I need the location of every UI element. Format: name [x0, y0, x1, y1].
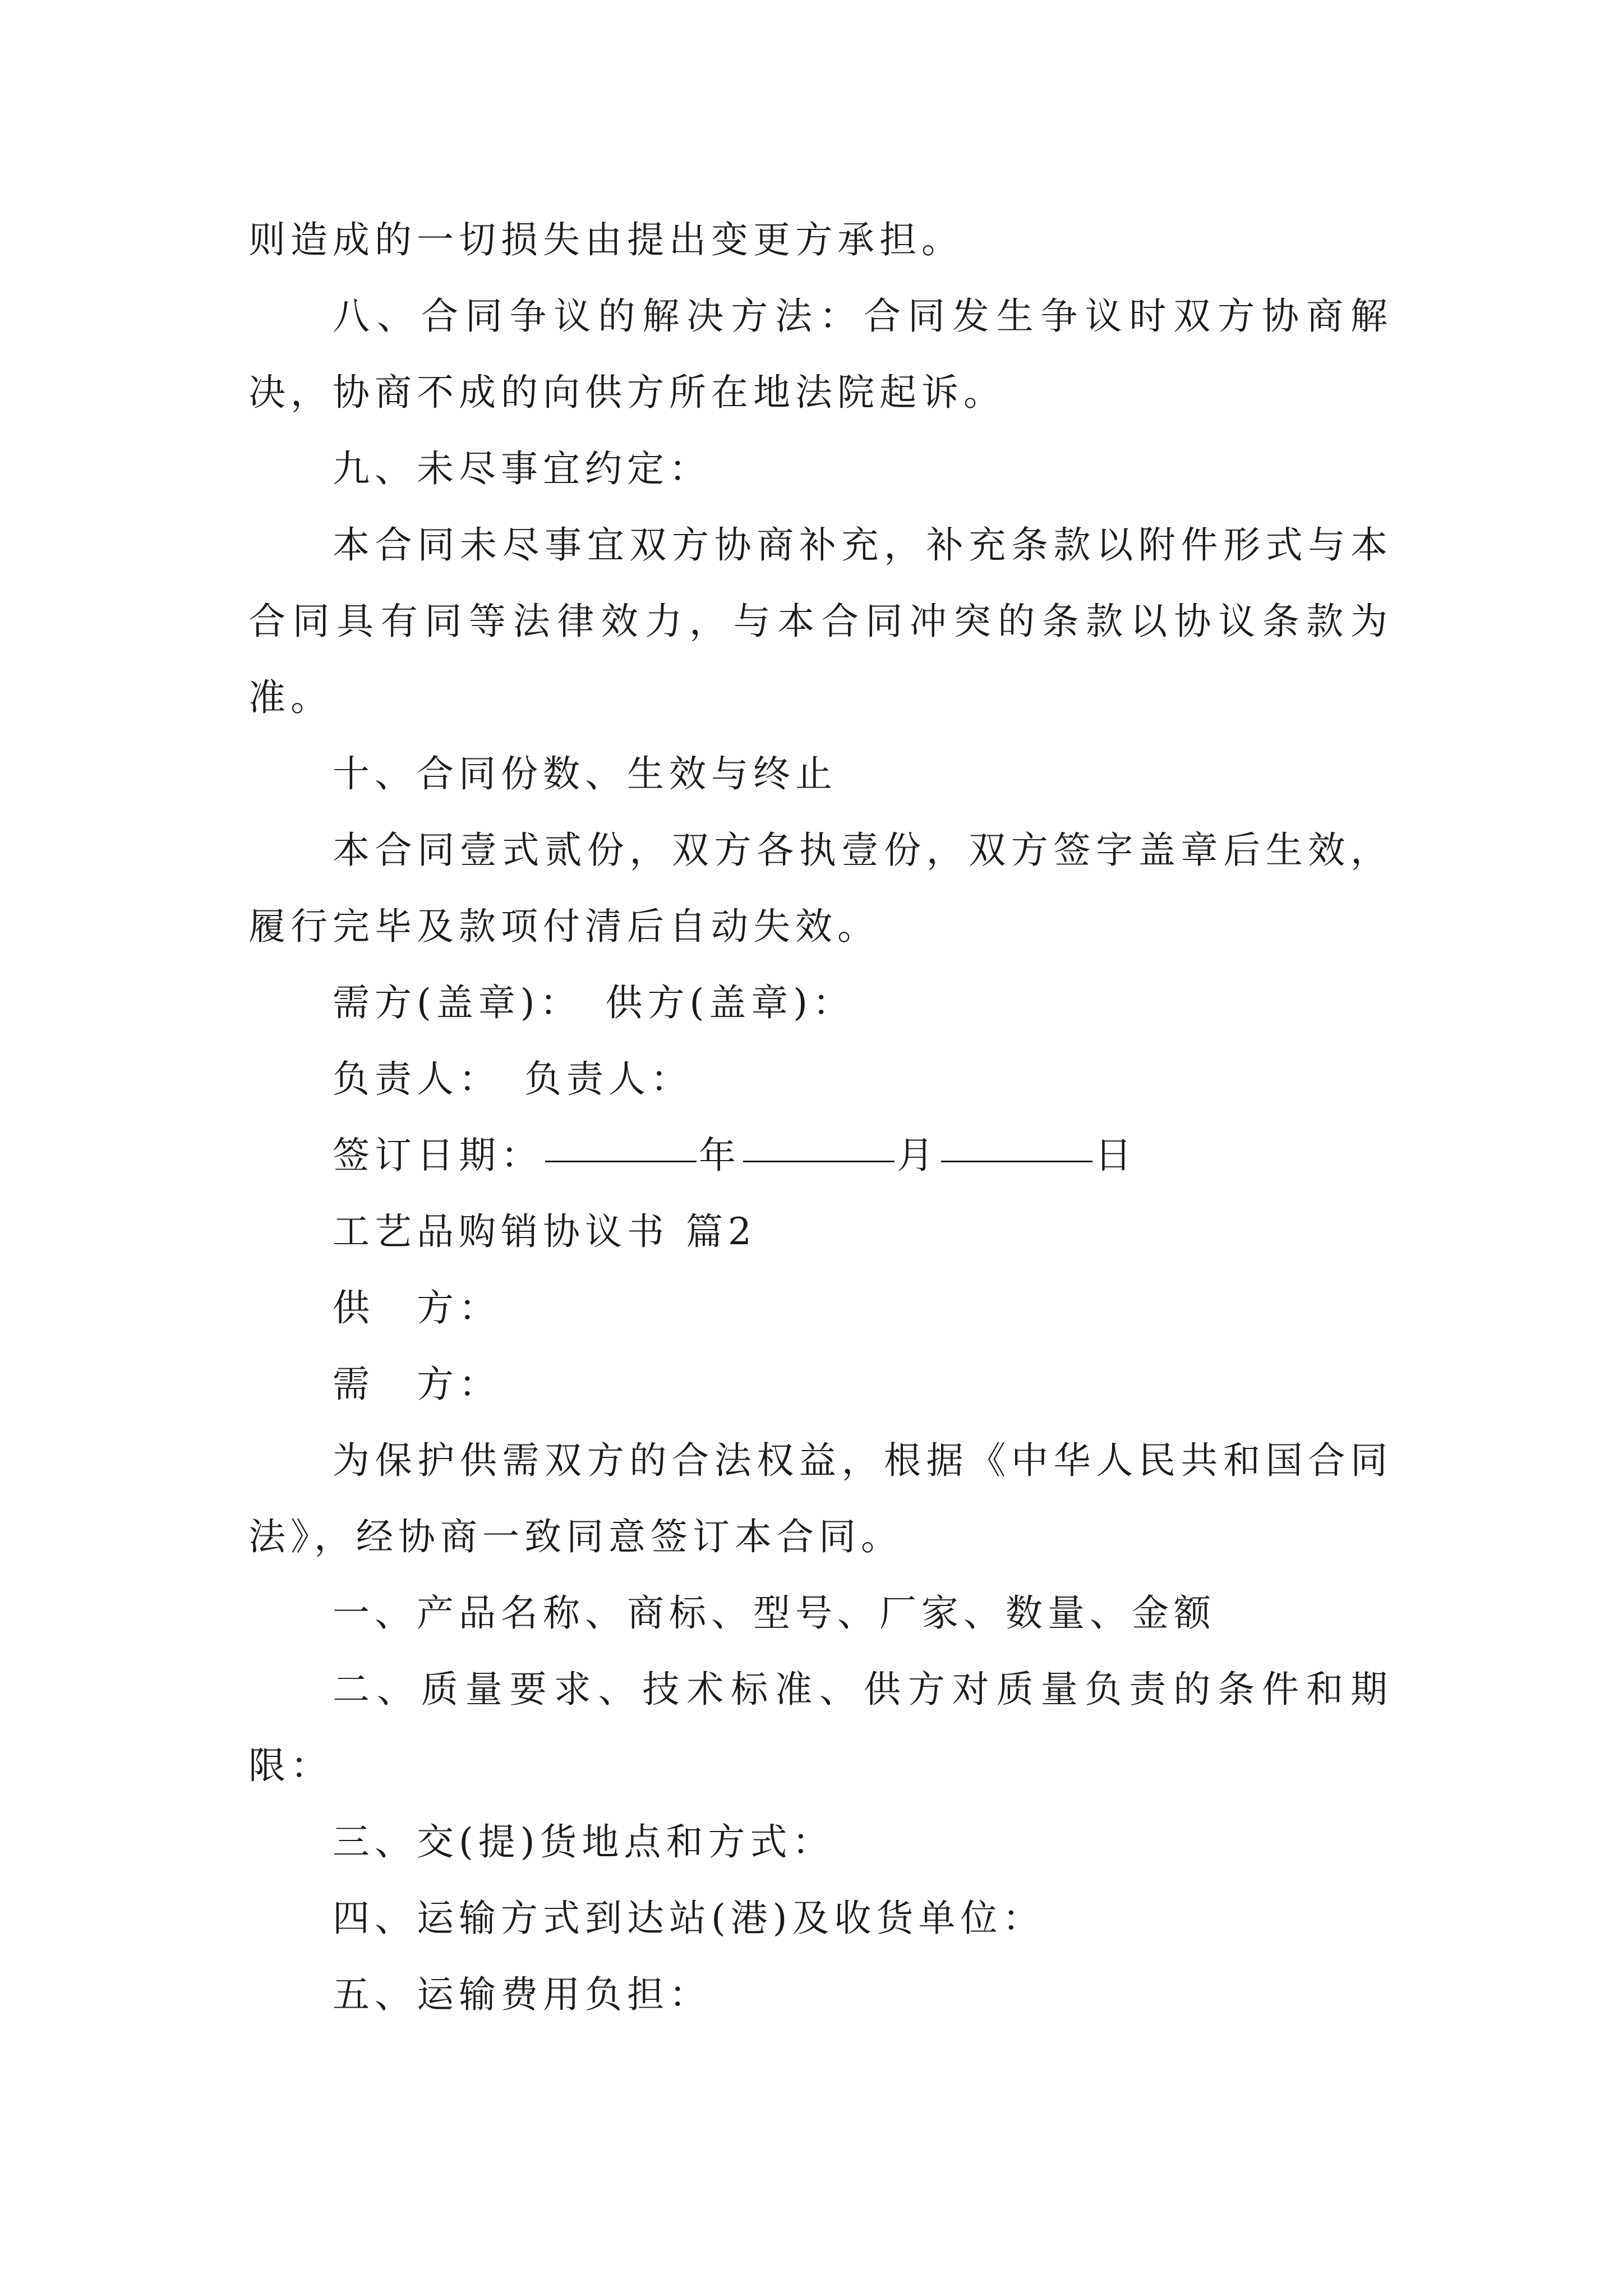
paragraph-buyer: 需 方：	[333, 1363, 501, 1406]
sign-date-year-blank	[545, 1161, 697, 1162]
sign-date-year: 年	[699, 1134, 741, 1177]
sign-date-day-blank	[941, 1161, 1092, 1162]
paragraph-loss-clause-tail: 则造成的一切损失由提出变更方承担。	[248, 218, 963, 261]
paragraph-delivery-location: 三、交(提)货地点和方式：	[333, 1820, 834, 1864]
paragraph-preamble: 为保护供需双方的合法权益，根据《中华人民共和国合同法》，经协商一致同意签订本合同。	[248, 1439, 1393, 1558]
paragraph-unsettled-matters-heading: 九、未尽事宜约定：	[333, 447, 711, 490]
paragraph-seals: 需方(盖章)： 供方(盖章)：	[333, 981, 855, 1024]
sign-date-month-blank	[743, 1161, 895, 1162]
paragraph-supplier: 供 方：	[333, 1286, 501, 1329]
paragraph-product-info: 一、产品名称、商标、型号、厂家、数量、金额	[333, 1591, 1216, 1635]
paragraph-copies-heading: 十、合同份数、生效与终止	[333, 752, 837, 795]
paragraph-dispute-resolution: 八、合同争议的解决方法：合同发生争议时双方协商解决，协商不成的向供方所在地法院起诉。	[248, 295, 1393, 414]
paragraph-copies-validity: 本合同壹式贰份，双方各执壹份，双方签字盖章后生效，履行完毕及款项付清后自动失效。	[248, 829, 1393, 948]
paragraph-section-title: 工艺品购销协议书 篇2	[333, 1210, 757, 1253]
paragraph-transport-method: 四、运输方式到达站(港)及收货单位：	[333, 1897, 1045, 1940]
paragraph-transport-cost: 五、运输费用负担：	[333, 1973, 711, 2016]
paragraph-unsettled-matters: 本合同未尽事宜双方协商补充，补充条款以附件形式与本合同具有同等法律效力，与本合同冲突的条款以协议条款为准。	[248, 523, 1393, 719]
sign-date-month: 月	[897, 1134, 939, 1177]
paragraph-quality-requirements: 二、质量要求、技术标准、供方对质量负责的条件和期限：	[248, 1668, 1393, 1787]
sign-date-label: 签订日期：	[333, 1134, 543, 1177]
document-body	[248, 202, 1393, 2033]
paragraph-sign-date	[248, 1117, 1393, 1194]
paragraph-responsible-persons: 负责人： 负责人：	[333, 1057, 693, 1101]
sign-date-day: 日	[1095, 1134, 1137, 1177]
